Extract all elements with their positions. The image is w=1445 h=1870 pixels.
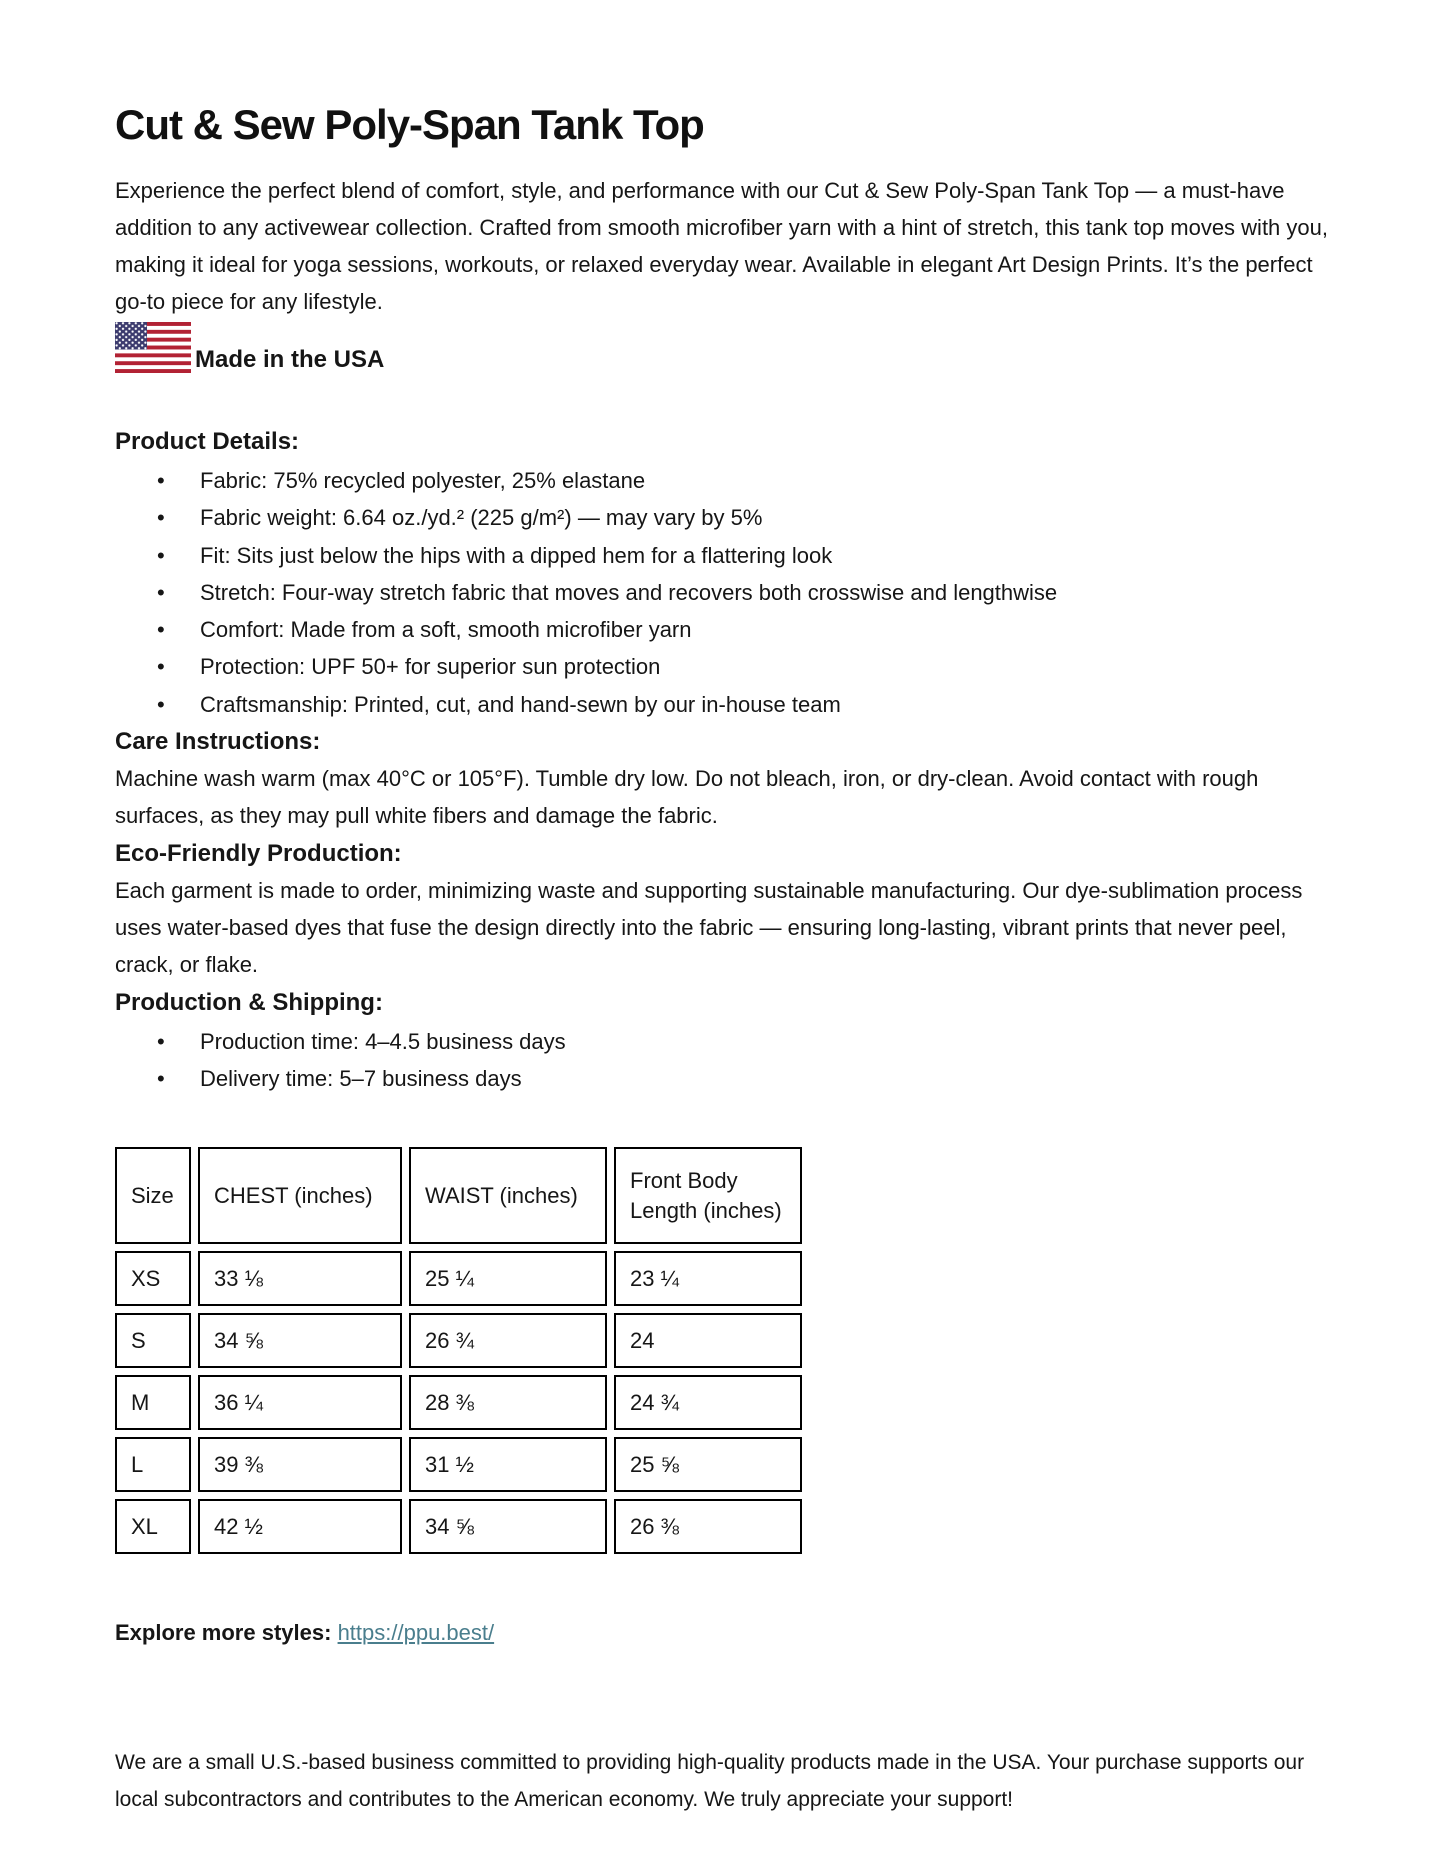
- list-item: • Fit: Sits just below the hips with a dipped hem for a flattering look: [115, 537, 1330, 574]
- cell-front: 24: [614, 1313, 802, 1368]
- explore-more-styles-row: [115, 1618, 1330, 1648]
- table-row: [115, 1251, 802, 1306]
- made-in-usa-label: Made in the USA: [195, 346, 385, 373]
- usa-flag-icon: [115, 322, 191, 373]
- made-in-usa-row: [115, 321, 1330, 373]
- cell-chest: 42 ½: [198, 1499, 402, 1554]
- cell-waist: 28 ⅜: [409, 1375, 607, 1430]
- table-row: [115, 1499, 802, 1554]
- cell-chest: 36 ¼: [198, 1375, 402, 1430]
- list-item: • Stretch: Four-way stretch fabric that moves and recovers both crosswise and lengthwise: [115, 574, 1330, 611]
- cell-size: L: [115, 1437, 191, 1492]
- eco-production-body: Each garment is made to order, minimizing waste and supporting sustainable manufacturing. Our dye-sublimation process uses water-based dyes that fuse the design directly into the fabric — ensuring long-lasting, vibrant prints that never peel, crack, or flake.: [115, 877, 1303, 978]
- column-header-size: Size: [115, 1147, 191, 1244]
- cell-chest: 39 ⅜: [198, 1437, 402, 1492]
- explore-more-styles-link[interactable]: https://ppu.best/: [337, 1620, 495, 1646]
- care-instructions-body: Machine wash warm (max 40°C or 105°F). Tumble dry low. Do not bleach, iron, or dry-clean. Avoid contact with rough surfaces, as they may pull white fibers and damage the fabric.: [115, 766, 1259, 829]
- care-instructions-heading: Care Instructions:: [115, 728, 321, 756]
- table-row: [115, 1313, 802, 1368]
- cell-chest: 34 ⅝: [198, 1313, 402, 1368]
- cell-waist: 25 ¼: [409, 1251, 607, 1306]
- cell-front: 23 ¼: [614, 1251, 802, 1306]
- product-details-list: [115, 462, 1330, 723]
- product-details-heading: Product Details:: [115, 428, 300, 455]
- cell-waist: 26 ¾: [409, 1313, 607, 1368]
- cell-size: XS: [115, 1251, 191, 1306]
- list-item: • Fabric weight: 6.64 oz./yd.² (225 g/m²) — may vary by 5%: [115, 499, 1330, 536]
- list-item: • Craftsmanship: Printed, cut, and hand-sewn by our in-house team: [115, 686, 1330, 723]
- cell-size: S: [115, 1313, 191, 1368]
- list-item: • Protection: UPF 50+ for superior sun protection: [115, 648, 1330, 685]
- column-header-waist: WAIST (inches): [409, 1147, 607, 1244]
- explore-more-styles-label: Explore more styles:: [115, 1620, 332, 1646]
- production-shipping-list: [115, 1023, 1330, 1098]
- list-item: • Fabric: 75% recycled polyester, 25% elastane: [115, 462, 1330, 499]
- footer-note: We are a small U.S.-based business committed to providing high-quality products made in the USA. Your purchase supports our local subcontractors and contributes to the American economy. We truly appreciate your support!: [115, 1751, 1305, 1812]
- column-header-chest: CHEST (inches): [198, 1147, 402, 1244]
- table-row: [115, 1375, 802, 1430]
- cell-chest: 33 ⅛: [198, 1251, 402, 1306]
- cell-front: 25 ⅝: [614, 1437, 802, 1492]
- list-item: • Production time: 4–4.5 business days: [115, 1023, 1330, 1060]
- cell-size: XL: [115, 1499, 191, 1554]
- page-title: Cut & Sew Poly-Span Tank Top: [115, 101, 704, 148]
- table-header-row: [115, 1147, 802, 1244]
- size-chart-table: [108, 1140, 809, 1561]
- eco-production-heading: Eco-Friendly Production:: [115, 839, 402, 867]
- cell-front: 26 ⅜: [614, 1499, 802, 1554]
- column-header-front-body-length: Front Body Length (inches): [614, 1147, 802, 1244]
- list-item: • Comfort: Made from a soft, smooth microfiber yarn: [115, 611, 1330, 648]
- list-item: • Delivery time: 5–7 business days: [115, 1060, 1330, 1097]
- intro-paragraph: Experience the perfect blend of comfort, style, and performance with our Cut & Sew Poly-Span Tank Top — a must-have addition to any activewear collection. Crafted from smooth microfiber yarn with a hint of stretch, this tank top moves with you, making it ideal for yoga sessions, workouts, or relaxed everyday wear. Available in elegant Art Design Prints. It’s the perfect go-to piece for any lifestyle.: [115, 178, 1328, 314]
- table-row: [115, 1437, 802, 1492]
- cell-waist: 34 ⅝: [409, 1499, 607, 1554]
- cell-size: M: [115, 1375, 191, 1430]
- cell-waist: 31 ½: [409, 1437, 607, 1492]
- production-shipping-heading: Production & Shipping:: [115, 988, 383, 1016]
- cell-front: 24 ¾: [614, 1375, 802, 1430]
